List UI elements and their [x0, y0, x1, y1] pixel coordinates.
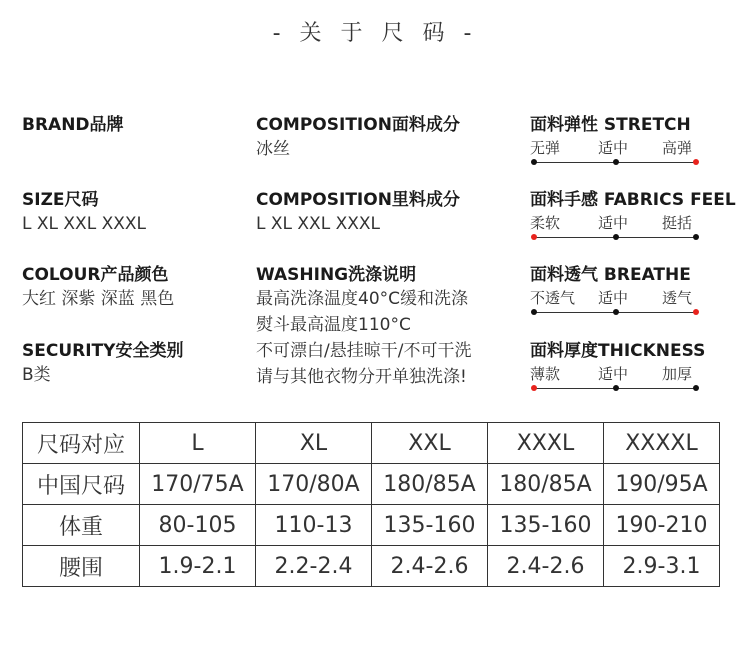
fabric-scale — [530, 340, 705, 394]
table-cell: 2.4-2.6 — [488, 546, 604, 587]
colour-value: 大红 深紫 深蓝 黑色 — [22, 289, 175, 309]
table-cell: L — [140, 423, 256, 464]
scale-dot — [531, 159, 537, 165]
size-label: SIZE尺码 — [22, 190, 99, 210]
table-cell: 2.4-2.6 — [372, 546, 488, 587]
washing-block — [256, 264, 471, 390]
scale-label: 透气 — [662, 289, 693, 307]
scale-title: 面料弹性 STRETCH — [530, 115, 691, 135]
table-cell: XXXL — [488, 423, 604, 464]
table-row — [23, 505, 720, 546]
table-cell: 135-160 — [488, 505, 604, 546]
table-cell: 170/80A — [256, 464, 372, 505]
table-cell: XXXXL — [604, 423, 720, 464]
scale-line — [532, 384, 698, 394]
table-cell: 80-105 — [140, 505, 256, 546]
colour-label: COLOUR产品颜色 — [22, 265, 169, 285]
washing-line: 不可漂白/悬挂晾干/不可干洗 — [256, 341, 472, 361]
brand-block — [22, 114, 124, 136]
row-header-cell: 体重 — [23, 505, 140, 546]
table-cell: XL — [256, 423, 372, 464]
scale-labels — [530, 362, 700, 384]
table-cell: 180/85A — [488, 464, 604, 505]
security-label: SECURITY安全类别 — [22, 341, 184, 361]
table-cell: 190-210 — [604, 505, 720, 546]
washing-line: 最高洗涤温度40°C缓和洗涤 — [256, 289, 469, 309]
security-value: B类 — [22, 365, 51, 385]
composition-fabric-label: COMPOSITION面料成分 — [256, 115, 460, 135]
scale-dot — [531, 309, 537, 315]
scale-line — [532, 158, 698, 168]
scale-labels — [530, 136, 700, 158]
scale-dot — [613, 234, 619, 240]
scale-dot — [613, 309, 619, 315]
scale-title: 面料手感 FABRICS FEEL — [530, 190, 736, 210]
size-table — [22, 422, 720, 587]
scale-label: 适中 — [598, 139, 629, 157]
composition-lining-value: L XL XXL XXXL — [256, 214, 380, 234]
scale-label: 高弹 — [662, 139, 693, 157]
washing-label: WASHING洗涤说明 — [256, 265, 417, 285]
row-header-cell: 中国尺码 — [23, 464, 140, 505]
composition-fabric-block — [256, 114, 460, 162]
scale-dot-selected — [693, 159, 699, 165]
scale-title: 面料厚度THICKNESS — [530, 341, 706, 361]
table-cell: 2.2-2.4 — [256, 546, 372, 587]
table-cell: 1.9-2.1 — [140, 546, 256, 587]
scale-dot — [613, 385, 619, 391]
scale-label: 适中 — [598, 365, 629, 383]
scale-label: 适中 — [598, 214, 629, 232]
table-cell: 2.9-3.1 — [604, 546, 720, 587]
composition-lining-block — [256, 189, 460, 237]
table-cell: 180/85A — [372, 464, 488, 505]
table-cell: 135-160 — [372, 505, 488, 546]
scale-label: 无弹 — [530, 139, 561, 157]
scale-dot — [693, 385, 699, 391]
scale-dot-selected — [531, 385, 537, 391]
table-cell: 110-13 — [256, 505, 372, 546]
scale-dot — [693, 234, 699, 240]
brand-label: BRAND品牌 — [22, 115, 124, 135]
scale-label: 加厚 — [662, 365, 693, 383]
fabric-scale — [530, 114, 700, 168]
scale-labels — [530, 211, 700, 233]
row-header-cell: 腰围 — [23, 546, 140, 587]
washing-line: 请与其他衣物分开单独洗涤! — [256, 367, 467, 387]
composition-fabric-value: 冰丝 — [256, 139, 290, 159]
scale-labels — [530, 286, 700, 308]
composition-lining-label: COMPOSITION里料成分 — [256, 190, 460, 210]
scale-label: 挺括 — [662, 214, 693, 232]
washing-line: 熨斗最高温度110°C — [256, 315, 411, 335]
scale-line — [532, 233, 698, 243]
size-value: L XL XXL XXXL — [22, 214, 146, 234]
scale-label: 柔软 — [530, 214, 561, 232]
scale-label: 薄款 — [530, 365, 561, 383]
colour-block — [22, 264, 174, 312]
table-cell: XXL — [372, 423, 488, 464]
scale-label: 不透气 — [530, 289, 576, 307]
table-row — [23, 464, 720, 505]
scale-line — [532, 308, 698, 318]
table-cell: 190/95A — [604, 464, 720, 505]
table-row — [23, 423, 720, 464]
size-block — [22, 189, 146, 237]
scale-dot — [613, 159, 619, 165]
scale-label: 适中 — [598, 289, 629, 307]
table-row — [23, 546, 720, 587]
scale-title: 面料透气 BREATHE — [530, 265, 691, 285]
row-header-cell: 尺码对应 — [23, 423, 140, 464]
fabric-scale — [530, 189, 736, 243]
security-block — [22, 340, 183, 388]
scale-dot-selected — [693, 309, 699, 315]
scale-dot-selected — [531, 234, 537, 240]
page-title: - 关 于 尺 码 - — [272, 21, 478, 46]
fabric-scale — [530, 264, 700, 318]
table-cell: 170/75A — [140, 464, 256, 505]
